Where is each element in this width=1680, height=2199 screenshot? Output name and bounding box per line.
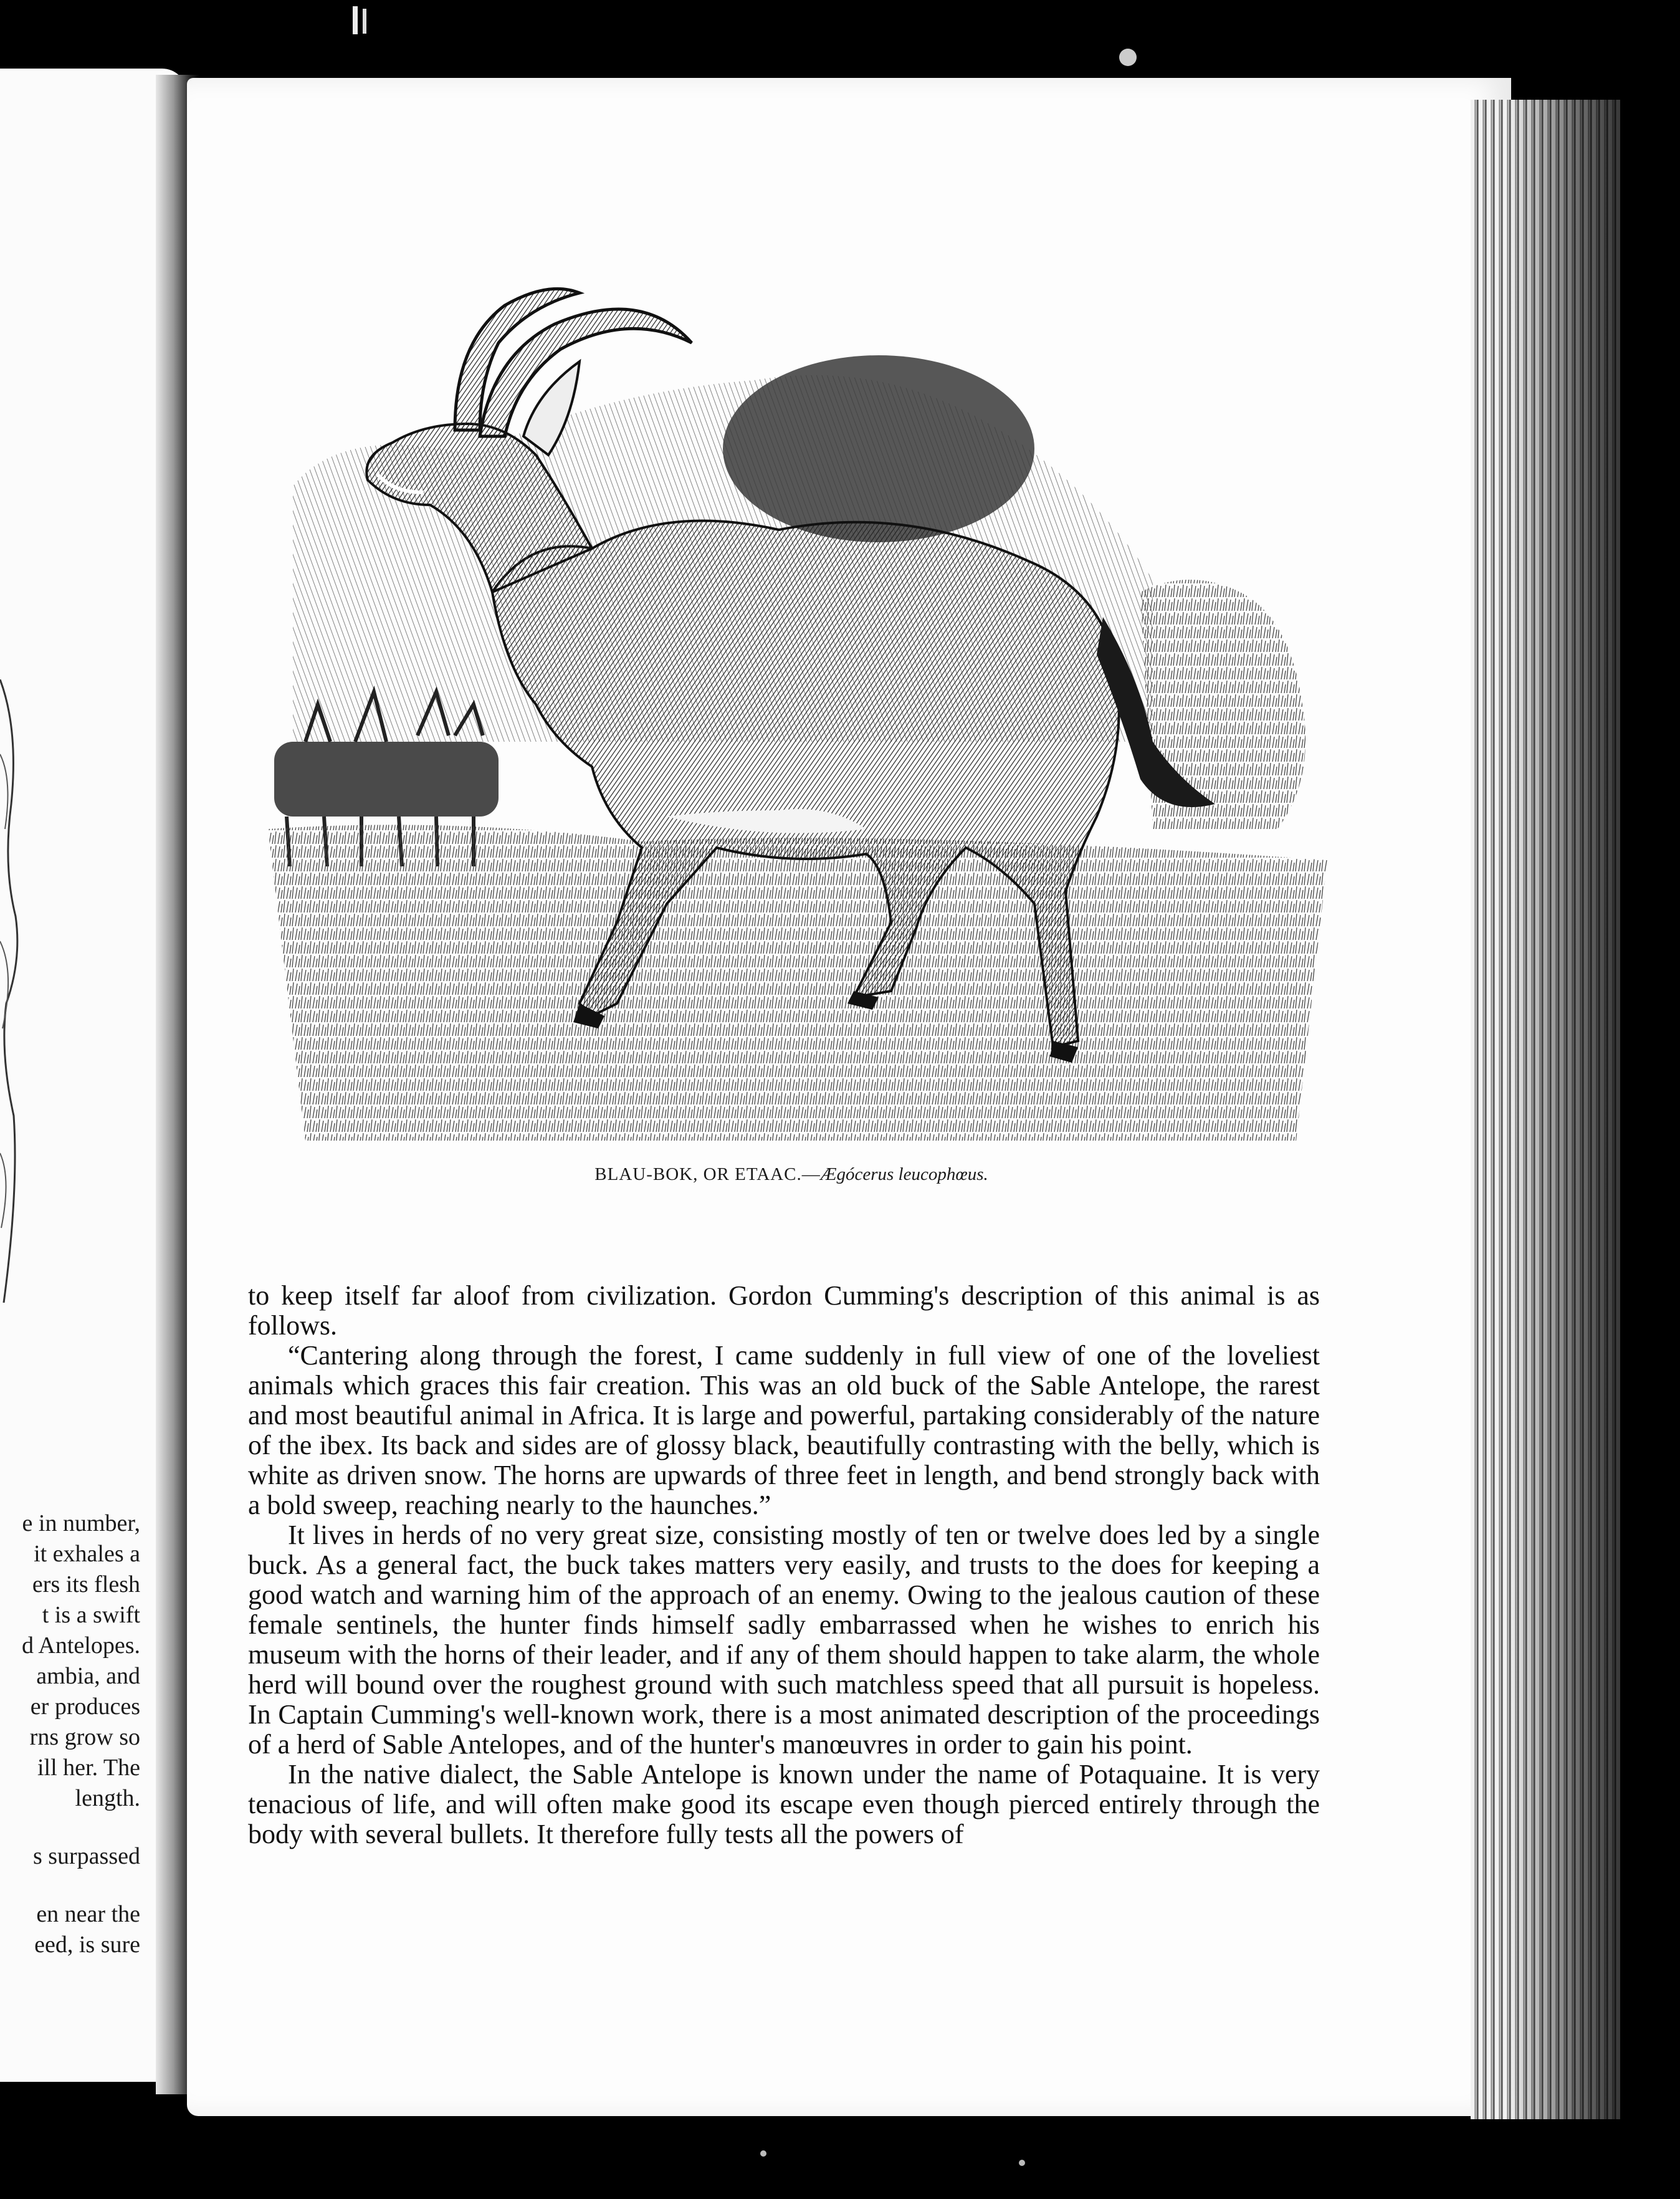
left-line: t is a swift <box>42 1602 140 1628</box>
left-line: d Antelopes. <box>22 1632 140 1659</box>
left-line: en near the <box>36 1901 140 1927</box>
left-line: rns grow so <box>29 1724 140 1750</box>
paragraph: to keep itself far aloof from civilization. Gordon Cumming's description of this animal is as follows. <box>248 1280 1320 1341</box>
left-line: s surpassed <box>32 1843 140 1869</box>
left-line: it exhales a <box>34 1541 140 1567</box>
left-line: er produces <box>30 1694 140 1720</box>
caption-latin-name: Ægócerus leucophœus. <box>820 1164 988 1184</box>
paragraph: In the native dialect, the Sable Antelope is known under the name of Potaquaine. It is very tenacious of life, and will often make good its escape even though pierced entirely through the body with several bullets. It therefore fully tests all the powers of <box>248 1759 1320 1849</box>
left-line: ill her. The <box>37 1755 140 1781</box>
caption-title: BLAU-BOK, OR ETAAC.— <box>594 1164 821 1184</box>
left-line: length. <box>75 1785 140 1811</box>
paragraph: It lives in herds of no very great size, consisting mostly of ten or twelve does led by a single buck. As a general fact, the buck takes matters very easily, and trusts to the does for keeping a good watch and warning him of the approach of an enemy. Owing to the jealous caution of these female sentinels, the hunter finds himself sadly embarrassed when he wishes to enrich his museum with the horns of their leader, and if any of them should happen to take alarm, the whole herd will bound over the roughest ground with such matchless speed that all pursuit is hopeless. In Captain Cumming's well-known work, there is a most animated description of the proceedings of a herd of Sable Antelopes, and of the hunter's manœuvres in order to gain his point. <box>248 1520 1320 1760</box>
left-line: ambia, and <box>36 1663 140 1689</box>
left-line: e in number, <box>22 1510 140 1536</box>
left-line: ers its flesh <box>32 1571 140 1598</box>
left-line: eed, is sure <box>34 1932 140 1958</box>
paragraph: “Cantering along through the forest, I came suddenly in full view of one of the loveliest animals which graces this fair creation. This was an old buck of the Sable Antelope, the rarest and most beautiful animal in Africa. It is large and powerful, partaking considerably of the nature of the ibex. Its back and sides are of glossy black, beautifully contrasting with the belly, which is white as driven snow. The horns are upwards of three feet in length, and bend strongly back with a bold sweep, reaching nearly to the haunches.” <box>248 1340 1320 1520</box>
